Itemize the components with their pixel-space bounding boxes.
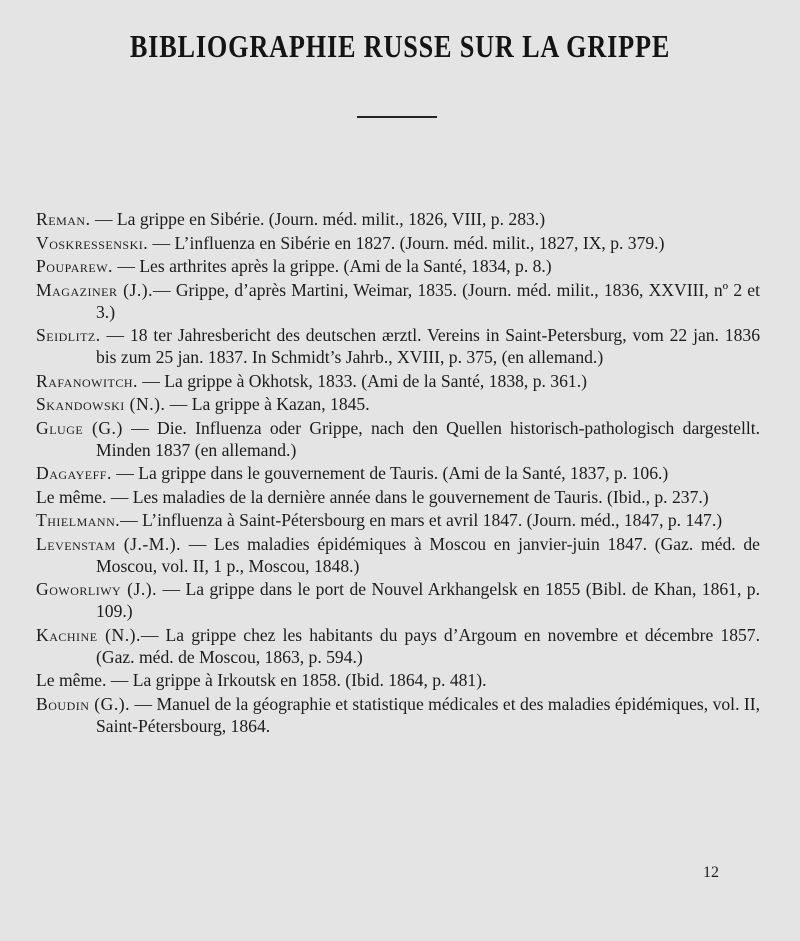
page-title: BIBLIOGRAPHIE RUSSE SUR LA GRIPPE [129,28,671,64]
bibliography-entry [36,370,760,392]
bibliography-entry [36,279,760,323]
bibliography-entry [36,693,760,737]
entry-author: Goworliwy (J.). [36,579,157,599]
entry-author: Rafanowitch. [36,370,138,391]
entry-author: Boudin (G.). [36,693,131,714]
bibliography-entry [36,533,760,577]
bibliography-entry [36,417,760,461]
entry-text: — 18 ter Jahresbericht des deutschen ærztl. Vereins in Saint-Petersburg, vom 22 jan. 1836 bis zum 25 jan. 1837. In Schmidt’s Jahrb., XVIII, p. 375, (en allemand.) [96,325,760,367]
entry-author: Gluge (G.) [36,417,123,438]
entry-text: — La grippe à Okhotsk, 1833. (Ami de la Santé, 1838, p. 361.) [137,370,587,391]
entry-author: Reman. [36,209,91,229]
bibliography-entry [36,208,760,230]
bibliography-entry [36,486,760,508]
entry-text: — Manuel de la géographie et statistique médicales et des maladies épidémiques, vol. II, Saint-Pétersbourg, 1864. [96,693,760,736]
entry-text: — L’influenza en Sibérie en 1827. (Journ. méd. milit., 1827, IX, p. 379.) [148,232,665,253]
page-number: 12 [703,864,719,881]
entry-author: Thielmann. [36,510,121,530]
entry-text: Le même. — La grippe à Irkoutsk en 1858. (Ibid. 1864, p. 481). [36,670,487,690]
entry-author: Dagayeff. [36,463,112,483]
entry-text: — La grippe dans le port de Nouvel Arkhangelsk en 1855 (Bibl. de Khan, 1861, p. 109.) [96,579,761,621]
entry-text: — L’influenza à Saint-Pétersbourg en mars et avril 1847. (Journ. méd., 1847, p. 147.) [120,510,723,530]
entry-author: Pouparew. [36,256,113,276]
entry-author: Voskressenski. [36,232,149,253]
entry-author: Skandowski (N.). [36,394,166,414]
entry-text: — La grippe chez les habitants du pays d’Argoum en novembre et décembre 1857. (Gaz. méd. de Moscou, 1863, p. 594.) [96,624,760,667]
entry-text: Le même. — Les maladies de la dernière année dans le gouvernement de Tauris. (Ibid., p. 237.) [36,486,709,507]
entry-author: Magaziner (J.). [36,279,154,300]
entry-text: — La grippe à Kazan, 1845. [165,394,370,414]
entry-text: — Grippe, d’après Martini, Weimar, 1835. (Journ. méd. milit., 1836, XXVIII, nº 2 et 3.) [96,279,761,322]
entry-text: — Les arthrites après la grippe. (Ami de la Santé, 1834, p. 8.) [112,256,552,276]
bibliography-entry [36,255,760,277]
entry-author: Seidlitz. [36,325,101,345]
bibliography-entry [36,669,760,691]
entry-author: Levenstam (J.-M.). [36,533,182,554]
bibliography-entry [36,578,760,622]
bibliography-entry [36,509,760,531]
entry-text: — Die. Influenza oder Grippe, nach den Quellen historisch-pathologisch dargestellt. Minden 1837 (en allemand.) [96,417,761,460]
bibliography-entry [36,624,760,668]
entry-text: — La grippe en Sibérie. (Journ. méd. milit., 1826, VIII, p. 283.) [90,209,546,229]
bibliography-entry [36,232,760,254]
entry-text: — Les maladies épidémiques à Moscou en janvier-juin 1847. (Gaz. méd. de Moscou, vol. II, 1 p., Moscou, 1848.) [96,533,760,576]
title-rule [357,116,437,118]
entry-text: — La grippe dans le gouvernement de Tauris. (Ami de la Santé, 1837, p. 106.) [111,463,669,483]
bibliography-list [36,208,760,738]
bibliography-entry [36,462,760,484]
entry-author: Kachine (N.). [36,624,141,645]
bibliography-entry [36,393,760,415]
bibliography-entry [36,324,760,368]
